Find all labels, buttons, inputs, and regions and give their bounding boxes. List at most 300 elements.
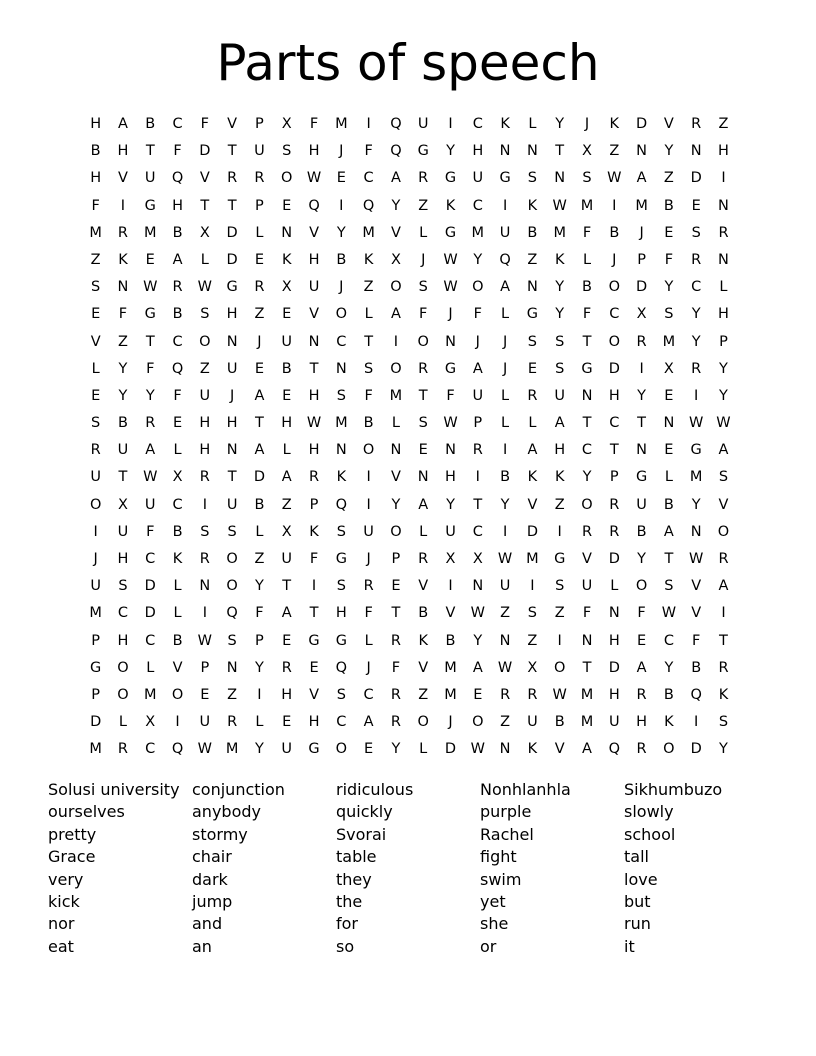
grid-letter: Y bbox=[555, 306, 565, 323]
grid-letter: E bbox=[254, 360, 265, 377]
grid-letter: H bbox=[308, 387, 320, 404]
grid-letter: B bbox=[172, 632, 183, 649]
grid-letter: H bbox=[172, 197, 183, 214]
grid-letter: I bbox=[339, 197, 344, 214]
grid-letter: O bbox=[663, 741, 675, 758]
grid-letter: D bbox=[636, 116, 648, 132]
grid-letter: X bbox=[582, 143, 592, 160]
grid-letter: T bbox=[255, 415, 264, 432]
grid-letter: E bbox=[145, 251, 155, 268]
grid-letter: K bbox=[527, 741, 538, 758]
grid-letter: O bbox=[89, 496, 102, 513]
word-list-item: Sikhumbuzo bbox=[624, 780, 723, 799]
grid-letter: H bbox=[608, 387, 620, 404]
word-list-item: jump bbox=[192, 891, 233, 911]
grid-letter: R bbox=[117, 224, 128, 241]
grid-letter: Q bbox=[690, 686, 702, 703]
grid-letter: D bbox=[226, 251, 238, 268]
grid-letter: I bbox=[721, 605, 726, 622]
grid-letter: G bbox=[581, 360, 593, 377]
grid-letter: K bbox=[118, 251, 128, 268]
grid-letter: E bbox=[527, 360, 537, 377]
grid-letter: G bbox=[526, 306, 539, 323]
grid-letter: E bbox=[282, 714, 292, 731]
grid-letter: U bbox=[499, 578, 511, 595]
grid-letter: E bbox=[254, 251, 265, 268]
grid-letter: M bbox=[225, 741, 239, 758]
grid-letter: R bbox=[581, 523, 593, 540]
grid-letter: E bbox=[664, 224, 674, 241]
grid-letter: J bbox=[339, 143, 344, 160]
grid-letter: K bbox=[500, 116, 510, 132]
grid-letter: F bbox=[364, 143, 373, 160]
grid-letter: H bbox=[445, 469, 456, 486]
grid-letter: Z bbox=[227, 686, 238, 703]
grid-letter: P bbox=[255, 197, 264, 214]
word-list-item: very bbox=[48, 869, 84, 889]
grid-letter: U bbox=[636, 496, 647, 513]
word-list-item: stormy bbox=[192, 824, 248, 844]
grid-letter: X bbox=[472, 551, 483, 567]
grid-letter: L bbox=[200, 251, 209, 268]
grid-letter: W bbox=[689, 551, 704, 567]
grid-letter: Z bbox=[199, 360, 210, 377]
grid-letter: W bbox=[689, 415, 704, 432]
grid-letter: U bbox=[117, 442, 129, 459]
word-list-item: quickly bbox=[336, 802, 393, 822]
grid-letter: I bbox=[612, 197, 617, 214]
grid-letter: U bbox=[608, 714, 620, 731]
grid-letter: S bbox=[664, 578, 674, 595]
word-list-item: purple bbox=[480, 802, 532, 822]
grid-letter: Q bbox=[226, 605, 238, 622]
grid-letter: A bbox=[718, 442, 729, 459]
grid-letter: S bbox=[527, 333, 537, 350]
grid-letter: B bbox=[90, 143, 101, 160]
grid-letter: F bbox=[173, 387, 182, 404]
grid-letter: D bbox=[90, 714, 102, 731]
grid-letter: B bbox=[609, 224, 620, 241]
grid-letter: B bbox=[145, 116, 156, 132]
grid-letter: C bbox=[472, 197, 483, 214]
grid-letter: G bbox=[554, 551, 566, 567]
grid-letter: V bbox=[418, 578, 429, 595]
grid-letter: S bbox=[555, 578, 565, 595]
grid-letter: U bbox=[363, 523, 374, 540]
page-title: Parts of speech bbox=[216, 34, 600, 92]
grid-letter: O bbox=[635, 578, 648, 595]
grid-letter: I bbox=[502, 197, 508, 214]
grid-letter: A bbox=[472, 659, 483, 676]
grid-letter: J bbox=[639, 224, 644, 241]
grid-letter: X bbox=[281, 116, 292, 132]
grid-letter: C bbox=[117, 605, 128, 622]
grid-letter: W bbox=[443, 279, 458, 296]
grid-letter: A bbox=[390, 306, 401, 323]
grid-letter: S bbox=[418, 415, 428, 432]
grid-letter: R bbox=[718, 551, 729, 567]
grid-letter: S bbox=[91, 415, 101, 432]
grid-letter: G bbox=[444, 224, 457, 241]
grid-letter: V bbox=[691, 605, 702, 622]
grid-letter: F bbox=[582, 605, 592, 622]
grid-letter: R bbox=[718, 659, 729, 676]
grid-letter: S bbox=[336, 686, 346, 703]
grid-letter: U bbox=[308, 279, 320, 296]
word-list bbox=[48, 779, 788, 958]
grid-letter: F bbox=[582, 306, 592, 323]
grid-letter: V bbox=[90, 333, 101, 350]
grid-letter: P bbox=[91, 686, 101, 703]
grid-letter: M bbox=[389, 387, 403, 404]
grid-letter: Q bbox=[335, 659, 348, 676]
grid-letter: O bbox=[581, 496, 593, 513]
grid-letter: M bbox=[580, 686, 594, 703]
grid-letter: M bbox=[89, 605, 102, 622]
grid-letter: E bbox=[282, 306, 292, 323]
word-list-item: table bbox=[336, 847, 377, 867]
word-list-item: Grace bbox=[48, 847, 96, 867]
grid-letter: V bbox=[554, 741, 565, 758]
grid-letter: R bbox=[636, 741, 647, 758]
grid-letter: F bbox=[582, 224, 592, 241]
grid-letter: U bbox=[281, 333, 293, 350]
grid-letter: R bbox=[472, 442, 483, 459]
grid-letter: Q bbox=[308, 197, 320, 214]
grid-letter: N bbox=[690, 523, 702, 540]
grid-letter: I bbox=[502, 442, 508, 459]
grid-letter: V bbox=[390, 224, 401, 241]
grid-letter: H bbox=[472, 143, 484, 160]
word-list-item: Rachel bbox=[480, 824, 534, 844]
grid-letter: A bbox=[636, 659, 647, 676]
grid-letter: H bbox=[226, 415, 238, 432]
word-list-item: and bbox=[192, 914, 223, 934]
grid-letter: F bbox=[364, 605, 373, 622]
grid-letter: I bbox=[448, 116, 453, 132]
grid-letter: B bbox=[363, 415, 374, 432]
grid-letter: L bbox=[118, 714, 127, 731]
grid-letter: Y bbox=[473, 251, 483, 268]
grid-letter: K bbox=[664, 714, 674, 731]
grid-letter: N bbox=[445, 333, 456, 350]
grid-letter: M bbox=[335, 415, 348, 432]
grid-letter: A bbox=[718, 578, 729, 595]
grid-letter: I bbox=[202, 605, 207, 622]
grid-letter: R bbox=[418, 551, 429, 567]
grid-letter: Z bbox=[500, 605, 511, 622]
grid-letter: P bbox=[200, 659, 210, 676]
grid-letter: X bbox=[117, 496, 128, 513]
grid-letter: X bbox=[445, 551, 456, 567]
grid-letter: S bbox=[364, 360, 374, 377]
grid-letter: F bbox=[664, 251, 674, 268]
grid-letter: C bbox=[145, 632, 156, 649]
grid-letter: T bbox=[637, 415, 647, 432]
grid-letter: I bbox=[120, 197, 126, 214]
grid-letter: W bbox=[716, 415, 731, 432]
grid-letter: L bbox=[173, 442, 182, 459]
grid-letter: F bbox=[146, 360, 155, 377]
word-list-item: love bbox=[624, 869, 658, 889]
grid-letter: V bbox=[418, 659, 429, 676]
grid-letter: H bbox=[335, 605, 347, 622]
grid-letter: L bbox=[173, 605, 182, 622]
grid-letter: T bbox=[227, 197, 237, 214]
grid-letter: Q bbox=[608, 741, 620, 758]
grid-letter: E bbox=[91, 387, 101, 404]
grid-letter: I bbox=[639, 360, 644, 377]
grid-letter: R bbox=[390, 714, 401, 731]
grid-letter: N bbox=[390, 442, 402, 459]
grid-letter: B bbox=[117, 415, 128, 432]
grid-letter: H bbox=[117, 632, 129, 649]
grid-letter: T bbox=[200, 197, 210, 214]
grid-letter: T bbox=[227, 469, 237, 486]
grid-letter: N bbox=[226, 333, 238, 350]
grid-letter: U bbox=[527, 714, 538, 731]
grid-letter: G bbox=[444, 170, 457, 187]
grid-letter: N bbox=[554, 170, 566, 187]
grid-letter: F bbox=[637, 605, 646, 622]
grid-letter: R bbox=[418, 360, 429, 377]
word-list-item: or bbox=[480, 936, 497, 956]
grid-letter: R bbox=[172, 279, 183, 296]
grid-letter: N bbox=[581, 632, 593, 649]
word-list-item: she bbox=[480, 914, 509, 934]
grid-letter: O bbox=[390, 523, 402, 540]
grid-letter: Y bbox=[691, 333, 701, 350]
grid-letter: A bbox=[281, 469, 292, 486]
grid-letter: K bbox=[309, 523, 319, 540]
grid-letter: J bbox=[93, 551, 98, 567]
grid-letter: Y bbox=[446, 143, 455, 160]
grid-letter: B bbox=[663, 686, 674, 703]
grid-letter: W bbox=[143, 279, 158, 296]
grid-letter: G bbox=[690, 442, 702, 459]
grid-letter: F bbox=[419, 306, 428, 323]
word-list-item: the bbox=[336, 891, 363, 911]
word-list-item: Nonhlanhla bbox=[480, 780, 571, 799]
grid-letter: J bbox=[339, 279, 344, 296]
grid-letter: C bbox=[145, 551, 156, 567]
grid-letter: L bbox=[146, 659, 155, 676]
grid-letter: L bbox=[719, 279, 728, 296]
grid-letter: W bbox=[607, 170, 622, 187]
grid-letter: L bbox=[501, 306, 510, 323]
grid-letter: S bbox=[555, 333, 565, 350]
grid-letter: L bbox=[391, 415, 400, 432]
grid-letter: H bbox=[281, 415, 293, 432]
grid-letter: S bbox=[718, 469, 729, 486]
grid-letter: Y bbox=[691, 306, 701, 323]
grid-letter: U bbox=[117, 523, 129, 540]
grid-letter: A bbox=[500, 279, 511, 296]
grid-letter: J bbox=[502, 360, 508, 377]
grid-letter: J bbox=[366, 551, 371, 567]
grid-letter: W bbox=[306, 170, 322, 187]
grid-letter: H bbox=[308, 714, 320, 731]
grid-letter: L bbox=[173, 578, 182, 595]
grid-letter: I bbox=[366, 116, 371, 132]
grid-letter: L bbox=[610, 578, 619, 595]
grid-letter: O bbox=[335, 741, 348, 758]
grid-letter: A bbox=[117, 116, 128, 132]
grid-letter: N bbox=[499, 741, 511, 758]
grid-letter: Y bbox=[391, 741, 401, 758]
grid-letter: A bbox=[363, 714, 374, 731]
grid-letter: W bbox=[552, 197, 567, 214]
grid-letter: K bbox=[609, 116, 620, 132]
grid-letter: V bbox=[117, 170, 128, 187]
grid-letter: Z bbox=[254, 306, 265, 323]
grid-letter: X bbox=[199, 224, 210, 241]
grid-letter: S bbox=[664, 306, 674, 323]
word-list-item: eat bbox=[48, 936, 74, 956]
grid-letter: N bbox=[608, 605, 620, 622]
grid-letter: U bbox=[226, 360, 238, 377]
grid-letter: Z bbox=[418, 686, 429, 703]
grid-letter: H bbox=[718, 306, 729, 323]
grid-letter: L bbox=[528, 415, 537, 432]
grid-letter: E bbox=[282, 387, 292, 404]
grid-letter: R bbox=[199, 551, 210, 567]
grid-letter: F bbox=[118, 306, 128, 323]
grid-letter: N bbox=[445, 442, 456, 459]
grid-letter: N bbox=[472, 578, 484, 595]
grid-letter: I bbox=[557, 523, 562, 540]
grid-letter: H bbox=[90, 170, 102, 187]
grid-letter: R bbox=[418, 170, 429, 187]
grid-letter: A bbox=[172, 251, 183, 268]
word-list-item: Svorai bbox=[336, 824, 387, 844]
grid-letter: Q bbox=[171, 170, 184, 187]
word-list-item: yet bbox=[480, 891, 506, 911]
grid-letter: N bbox=[335, 442, 347, 459]
grid-letter: X bbox=[636, 306, 647, 323]
word-list-item: chair bbox=[192, 847, 232, 867]
grid-letter: C bbox=[336, 714, 347, 731]
word-list-item: conjunction bbox=[192, 780, 285, 799]
grid-letter: E bbox=[364, 741, 374, 758]
grid-letter: K bbox=[172, 551, 183, 567]
grid-letter: M bbox=[689, 469, 703, 486]
grid-letter: O bbox=[226, 578, 238, 595]
grid-letter: T bbox=[227, 143, 237, 160]
word-list-item: anybody bbox=[192, 802, 261, 822]
grid-letter: L bbox=[255, 224, 264, 241]
grid-letter: S bbox=[691, 224, 701, 241]
grid-letter: N bbox=[417, 469, 429, 486]
grid-letter: U bbox=[144, 170, 156, 187]
grid-letter: X bbox=[145, 714, 156, 731]
grid-letter: E bbox=[282, 197, 292, 214]
grid-letter: M bbox=[335, 116, 348, 132]
grid-letter: N bbox=[226, 659, 238, 676]
grid-letter: B bbox=[336, 251, 347, 268]
grid-letter: A bbox=[281, 605, 292, 622]
grid-letter: V bbox=[663, 116, 674, 132]
grid-letter: R bbox=[199, 469, 210, 486]
grid-letter: Z bbox=[554, 496, 565, 513]
grid-letter: G bbox=[308, 632, 320, 649]
grid-letter: Q bbox=[335, 496, 348, 513]
grid-letter: D bbox=[526, 523, 538, 540]
grid-letter: U bbox=[581, 578, 593, 595]
grid-letter: Y bbox=[719, 387, 728, 404]
grid-letter: B bbox=[663, 197, 674, 214]
grid-letter: A bbox=[145, 442, 156, 459]
grid-letter: M bbox=[143, 686, 157, 703]
grid-letter: B bbox=[500, 469, 511, 486]
grid-letter: S bbox=[91, 279, 101, 296]
grid-letter: I bbox=[502, 523, 508, 540]
grid-letter: U bbox=[281, 551, 293, 567]
grid-letter: P bbox=[473, 415, 483, 432]
grid-letter: R bbox=[117, 741, 128, 758]
grid-letter: R bbox=[254, 170, 265, 187]
grid-letter: Z bbox=[718, 116, 729, 132]
grid-letter: C bbox=[581, 442, 593, 459]
grid-letter: C bbox=[363, 686, 374, 703]
grid-letter: Q bbox=[171, 360, 184, 377]
grid-letter: C bbox=[172, 116, 183, 132]
grid-letter: I bbox=[366, 469, 371, 486]
grid-letter: R bbox=[308, 469, 320, 486]
grid-letter: V bbox=[172, 659, 183, 676]
grid-letter: S bbox=[200, 523, 210, 540]
grid-letter: G bbox=[499, 170, 511, 187]
grid-letter: Y bbox=[691, 496, 701, 513]
grid-letter: K bbox=[363, 251, 374, 268]
grid-letter: M bbox=[553, 224, 566, 241]
grid-letter: H bbox=[281, 686, 293, 703]
grid-letter: U bbox=[90, 469, 101, 486]
grid-letter: T bbox=[282, 578, 292, 595]
grid-letter: G bbox=[308, 741, 320, 758]
grid-letter: X bbox=[281, 523, 292, 540]
grid-letter: Y bbox=[391, 496, 401, 513]
grid-letter: O bbox=[335, 306, 348, 323]
grid-letter: Q bbox=[390, 116, 402, 132]
word-list-item: swim bbox=[480, 869, 522, 889]
grid-letter: I bbox=[694, 387, 699, 404]
grid-letter: W bbox=[497, 659, 513, 676]
grid-letter: X bbox=[172, 469, 183, 486]
grid-letter: N bbox=[636, 143, 648, 160]
grid-letter: G bbox=[335, 632, 347, 649]
grid-letter: P bbox=[719, 333, 728, 350]
grid-letter: H bbox=[554, 442, 566, 459]
grid-letter: H bbox=[308, 442, 320, 459]
grid-letter: R bbox=[527, 387, 538, 404]
grid-letter: U bbox=[199, 714, 211, 731]
grid-letter: M bbox=[662, 333, 676, 350]
grid-letter: S bbox=[227, 523, 237, 540]
grid-letter: P bbox=[391, 551, 401, 567]
grid-letter: H bbox=[117, 143, 129, 160]
grid-letter: U bbox=[499, 224, 511, 241]
grid-letter: B bbox=[172, 306, 183, 323]
grid-letter: O bbox=[226, 551, 238, 567]
grid-letter: R bbox=[718, 224, 729, 241]
grid-letter: O bbox=[199, 333, 211, 350]
grid-letter: J bbox=[584, 116, 590, 132]
grid-letter: T bbox=[145, 333, 155, 350]
grid-letter: R bbox=[527, 686, 538, 703]
grid-letter: C bbox=[145, 741, 156, 758]
grid-letter: C bbox=[691, 279, 702, 296]
